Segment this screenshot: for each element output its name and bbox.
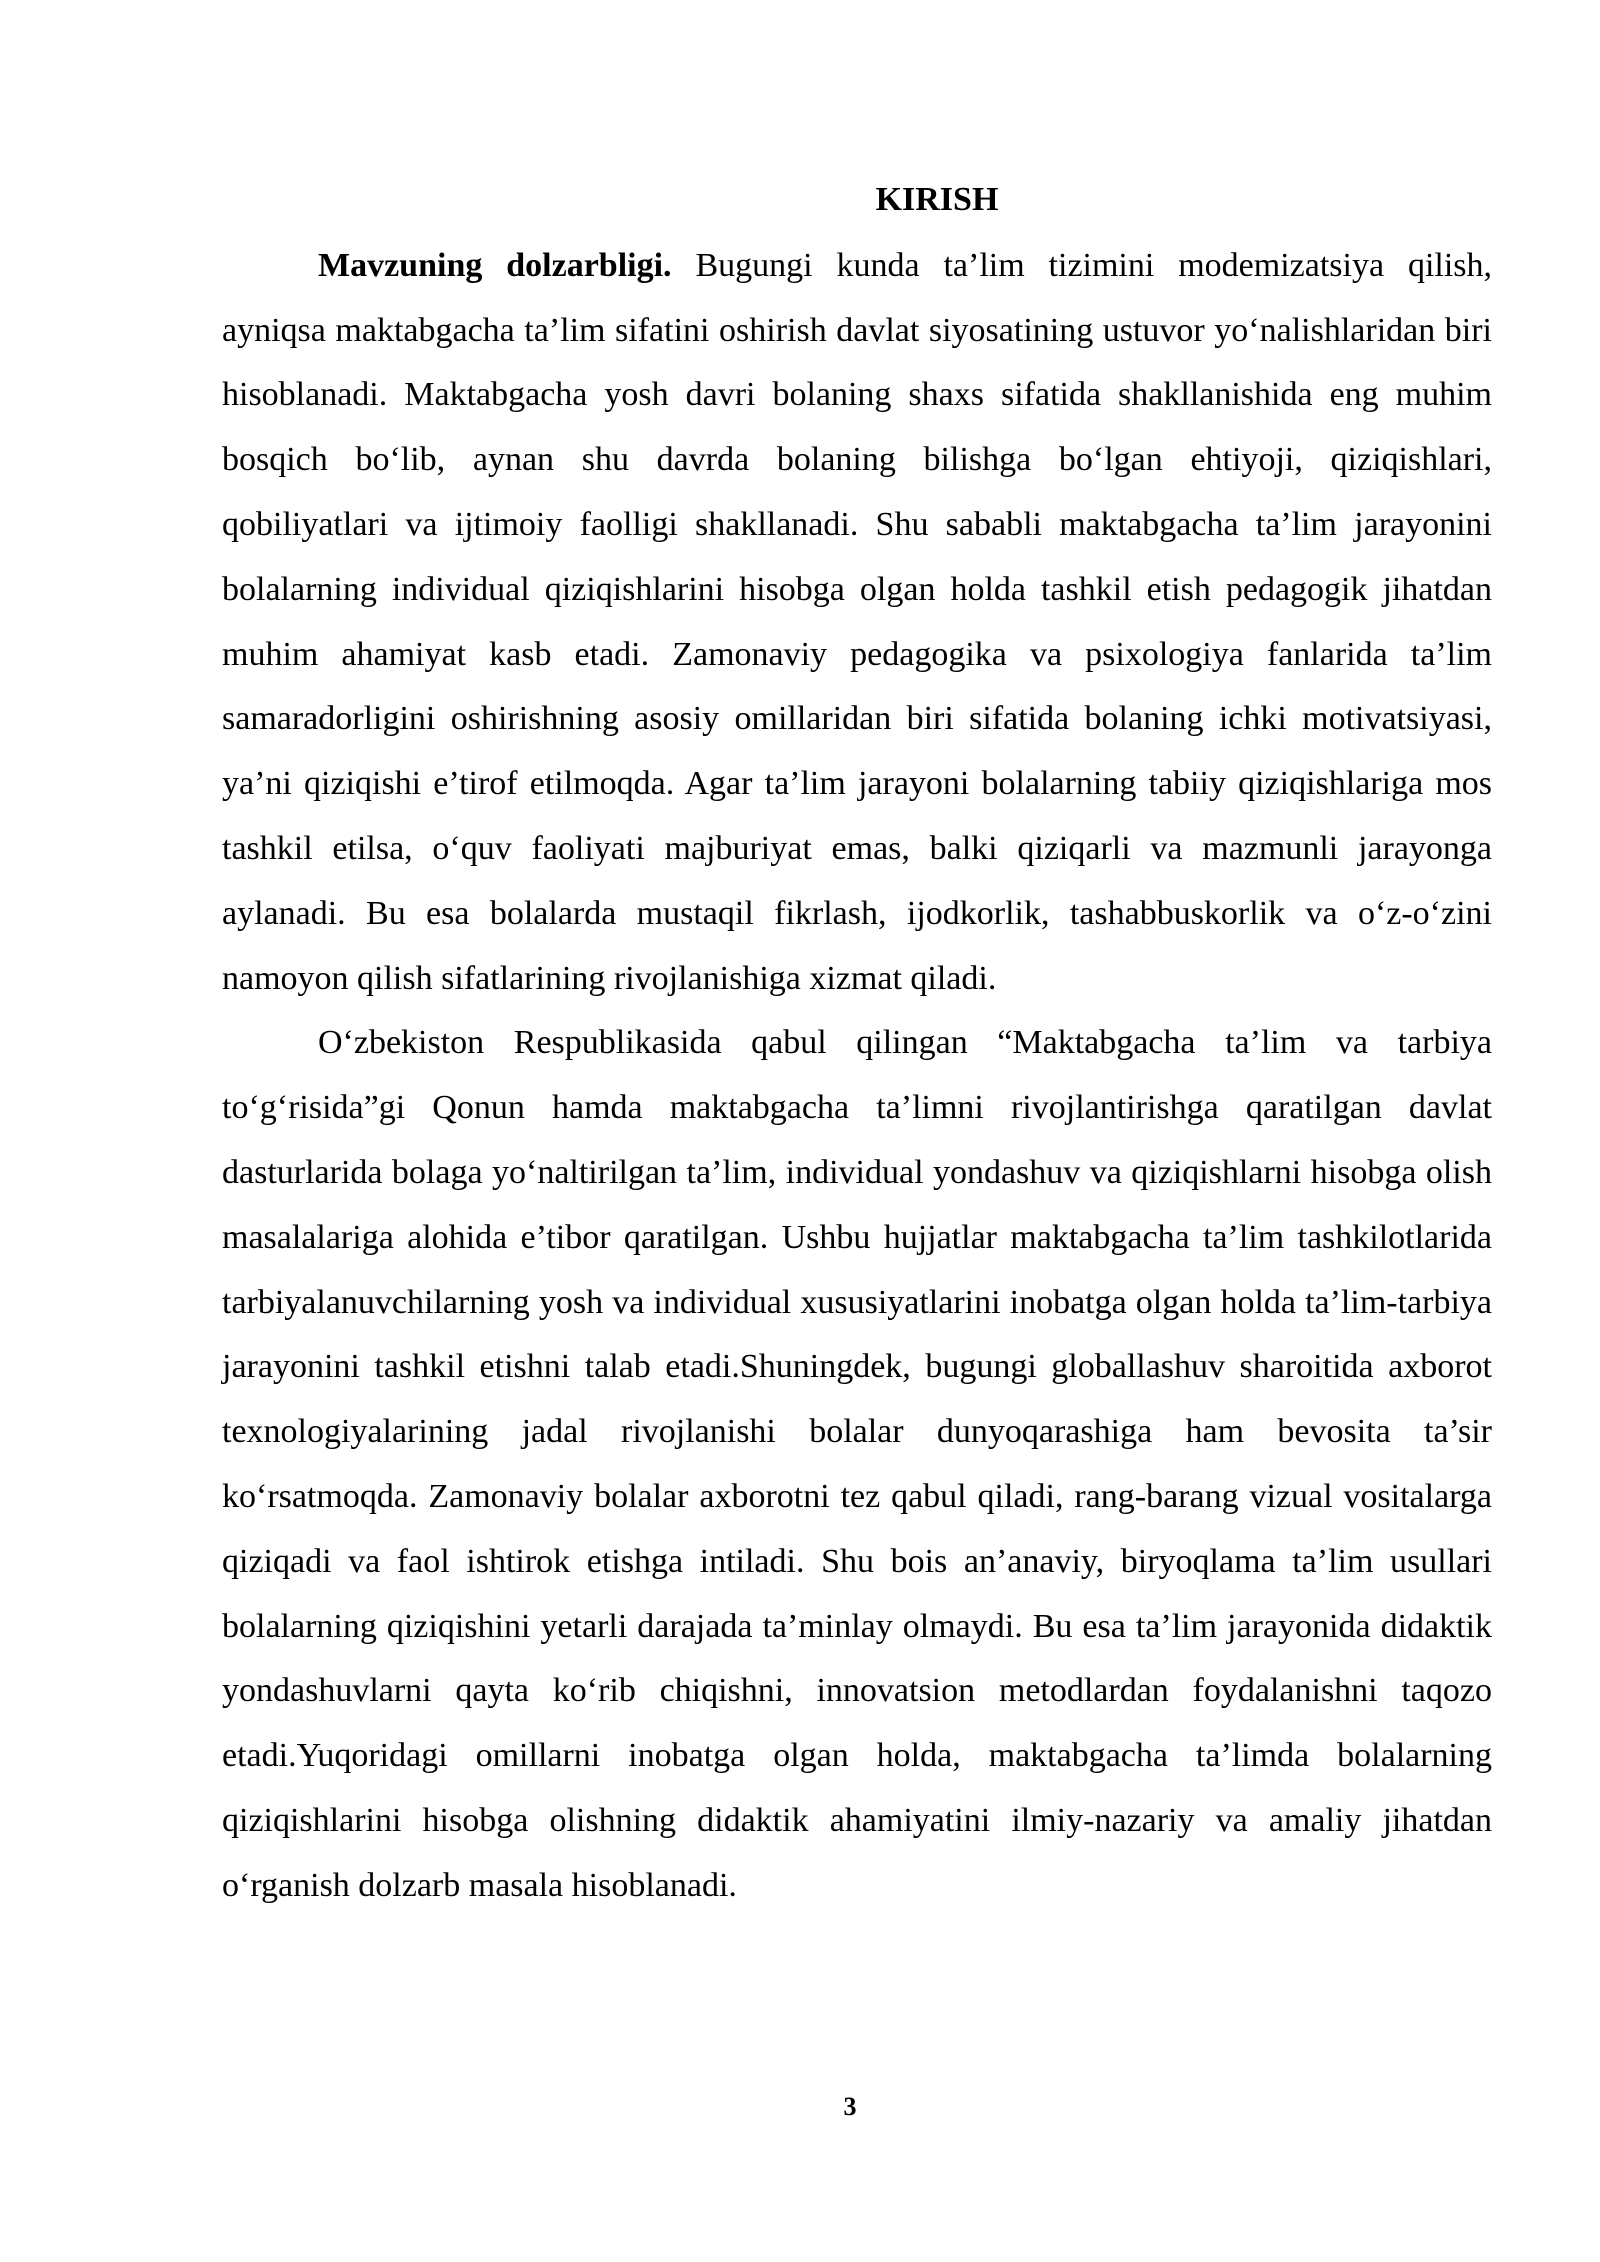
paragraph-relevance xyxy=(222,234,1492,1012)
paragraph-legislation: O‘zbekiston Respublikasida qabul qilingan “Maktabgacha ta’lim va tarbiya to‘g‘risida”gi Qonun hamda maktabgacha ta’limni rivojlantirishga qaratilgan davlat dasturlarida bolaga yo‘naltirilgan ta’lim, individual yondashuv va qiziqishlarni hisobga olish masalalariga alohida e’tibor qaratilgan. Ushbu hujjatlar maktabgacha ta’lim tashkilotlarida tarbiyalanuvchilarning yosh va individual xususiyatlarini inobatga olgan holda ta’lim-tarbiya jarayonini tashkil etishni talab etadi.Shuningdek, bugungi globallashuv sharoitida axborot texnologiyalarining jadal rivojlanishi bolalar dunyoqarashiga ham bevosita ta’sir ko‘rsatmoqda. Zamonaviy bolalar axborotni tez qabul qiladi, rang-barang vizual vositalarga qiziqadi va faol ishtirok etishga intiladi. Shu bois an’anaviy, biryoqlama ta’lim usullari bolalarning qiziqishini yetarli darajada ta’minlay olmaydi. Bu esa ta’lim jarayonida didaktik yondashuvlarni qayta ko‘rib chiqishni, innovatsion metodlardan foydalanishni taqozo etadi.Yuqoridagi omillarni inobatga olgan holda, maktabgacha ta’limda bolalarning qiziqishlarini hisobga olishning didaktik ahamiyatini ilmiy-nazariy va amaliy jihatdan o‘rganish dolzarb masala hisoblanadi. xyxy=(222,1024,1492,1904)
section-heading: KIRISH xyxy=(875,181,999,218)
page-number: 3 xyxy=(843,2092,857,2121)
document-body xyxy=(222,168,1492,1919)
paragraph-text: Bugungi kunda ta’lim tizimini modemizatsiya qilish, ayniqsa maktabgacha ta’lim sifatini oshirish davlat siyosatining ustuvor yo‘nalishlaridan biri hisoblanadi. Maktabgacha yosh davri bolaning shaxs sifatida shakllanishida eng muhim bosqich bo‘lib, aynan shu davrda bolaning bilishga bo‘lgan ehtiyoji, qiziqishlari, qobiliyatlari va ijtimoiy faolligi shakllanadi. Shu sababli maktabgacha ta’lim jarayonini bolalarning individual qiziqishlarini hisobga olgan holda tashkil etish pedagogik jihatdan muhim ahamiyat kasb etadi. Zamonaviy pedagogika va psixologiya fanlarida ta’lim samaradorligini oshirishning asosiy omillaridan biri sifatida bolaning ichki motivatsiyasi, ya’ni qiziqishi e’tirof etilmoqda. Agar ta’lim jarayoni bolalarning tabiiy qiziqishlariga mos tashkil etilsa, o‘quv faoliyati majburiyat emas, balki qiziqarli va mazmunli jarayonga aylanadi. Bu esa bolalarda mustaqil fikrlash, ijodkorlik, tashabbuskorlik va o‘z-o‘zini namoyon qilish sifatlarining rivojlanishiga xizmat qiladi. xyxy=(222,246,1493,997)
paragraph-lead: Mavzuning dolzarbligi. xyxy=(318,246,672,284)
